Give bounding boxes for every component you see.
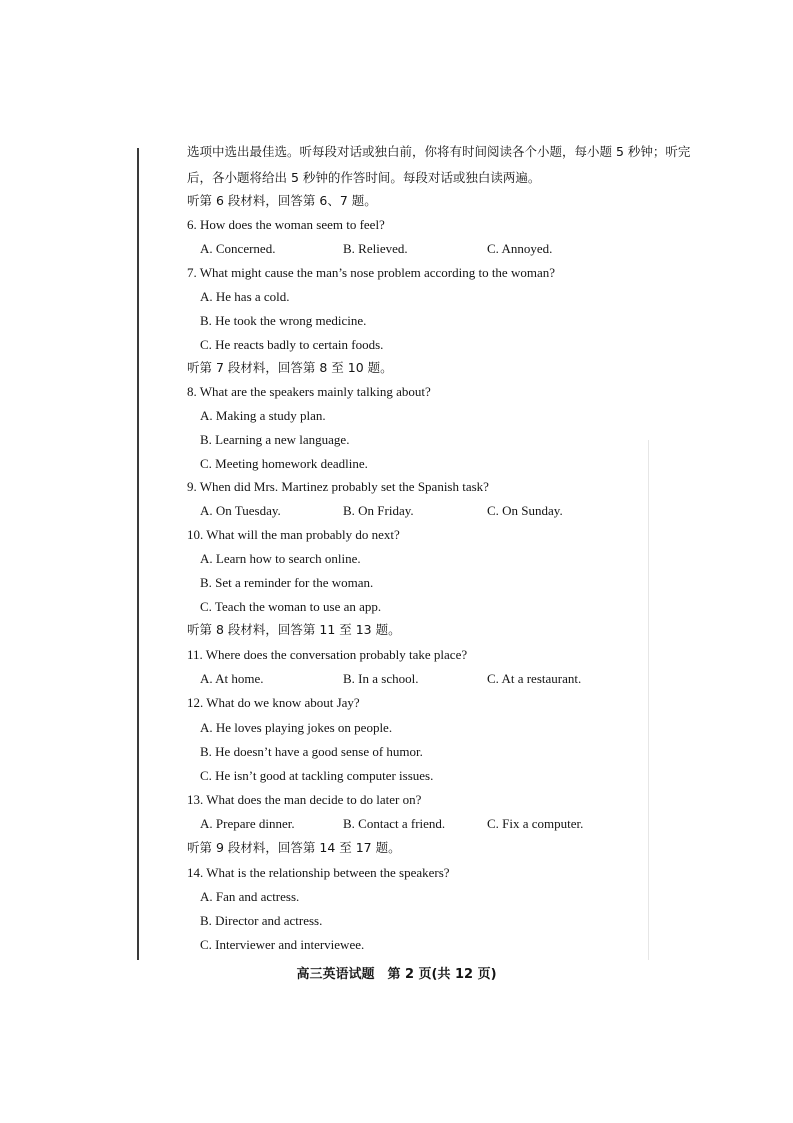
question-7-option-b: B. He took the wrong medicine. [200, 313, 367, 328]
question-11-stem: 11. Where does the conversation probably take place? [187, 647, 468, 662]
question-7-stem: 7. What might cause the man’s nose problem according to the woman? [187, 265, 555, 280]
question-12-option-b: B. He doesn’t have a good sense of humor. [200, 744, 423, 759]
question-13-option-a: A. Prepare dinner. [200, 816, 295, 831]
section-heading-6: 听第 6 段材料，回答第 6、7 题。 [187, 193, 377, 208]
question-13-option-b: B. Contact a friend. [343, 816, 446, 831]
question-14-stem: 14. What is the relationship between the speakers? [187, 865, 450, 880]
question-7-option-a: A. He has a cold. [200, 289, 290, 304]
question-12-option-c: C. He isn’t good at tackling computer issues. [200, 768, 434, 783]
section-heading-9: 听第 9 段材料，回答第 14 至 17 题。 [187, 840, 401, 855]
page-footer: 高三英语试题 第 2 页(共 12 页) [296, 967, 497, 982]
instructions-line-1: 选项中选出最佳选。听每段对话或独白前，你将有时间阅读各个小题，每小题 5 秒钟；听完 [187, 144, 691, 159]
question-7-option-c: C. He reacts badly to certain foods. [200, 337, 384, 352]
question-9-option-b: B. On Friday. [343, 503, 414, 518]
section-heading-7: 听第 7 段材料，回答第 8 至 10 题。 [187, 360, 393, 375]
question-10-option-a: A. Learn how to search online. [200, 551, 361, 566]
question-13-option-c: C. Fix a computer. [487, 816, 584, 831]
question-14-option-a: A. Fan and actress. [200, 889, 300, 904]
question-9-stem: 9. When did Mrs. Martinez probably set the Spanish task? [187, 479, 489, 494]
question-12-stem: 12. What do we know about Jay? [187, 695, 360, 710]
question-6-option-b: B. Relieved. [343, 241, 408, 256]
question-6-stem: 6. How does the woman seem to feel? [187, 217, 385, 232]
section-heading-8: 听第 8 段材料，回答第 11 至 13 题。 [187, 622, 401, 637]
question-12-option-a: A. He loves playing jokes on people. [200, 720, 393, 735]
question-11-option-c: C. At a restaurant. [487, 671, 582, 686]
question-11-option-b: B. In a school. [343, 671, 419, 686]
question-8-option-b: B. Learning a new language. [200, 432, 350, 447]
question-10-option-b: B. Set a reminder for the woman. [200, 575, 374, 590]
question-8-option-a: A. Making a study plan. [200, 408, 326, 423]
question-6-option-c: C. Annoyed. [487, 241, 553, 256]
question-9-option-a: A. On Tuesday. [200, 503, 281, 518]
page-edge-shadow [648, 440, 649, 960]
question-8-option-c: C. Meeting homework deadline. [200, 456, 368, 471]
question-10-option-c: C. Teach the woman to use an app. [200, 599, 382, 614]
question-14-option-c: C. Interviewer and interviewee. [200, 937, 365, 952]
question-11-option-a: A. At home. [200, 671, 264, 686]
binding-margin-line [137, 148, 139, 960]
question-6-option-a: A. Concerned. [200, 241, 276, 256]
question-10-stem: 10. What will the man probably do next? [187, 527, 400, 542]
question-13-stem: 13. What does the man decide to do later on? [187, 792, 422, 807]
question-8-stem: 8. What are the speakers mainly talking about? [187, 384, 431, 399]
instructions-line-2: 后，各小题将给出 5 秒钟的作答时间。每段对话或独白读两遍。 [187, 170, 541, 185]
question-9-option-c: C. On Sunday. [487, 503, 563, 518]
question-14-option-b: B. Director and actress. [200, 913, 323, 928]
